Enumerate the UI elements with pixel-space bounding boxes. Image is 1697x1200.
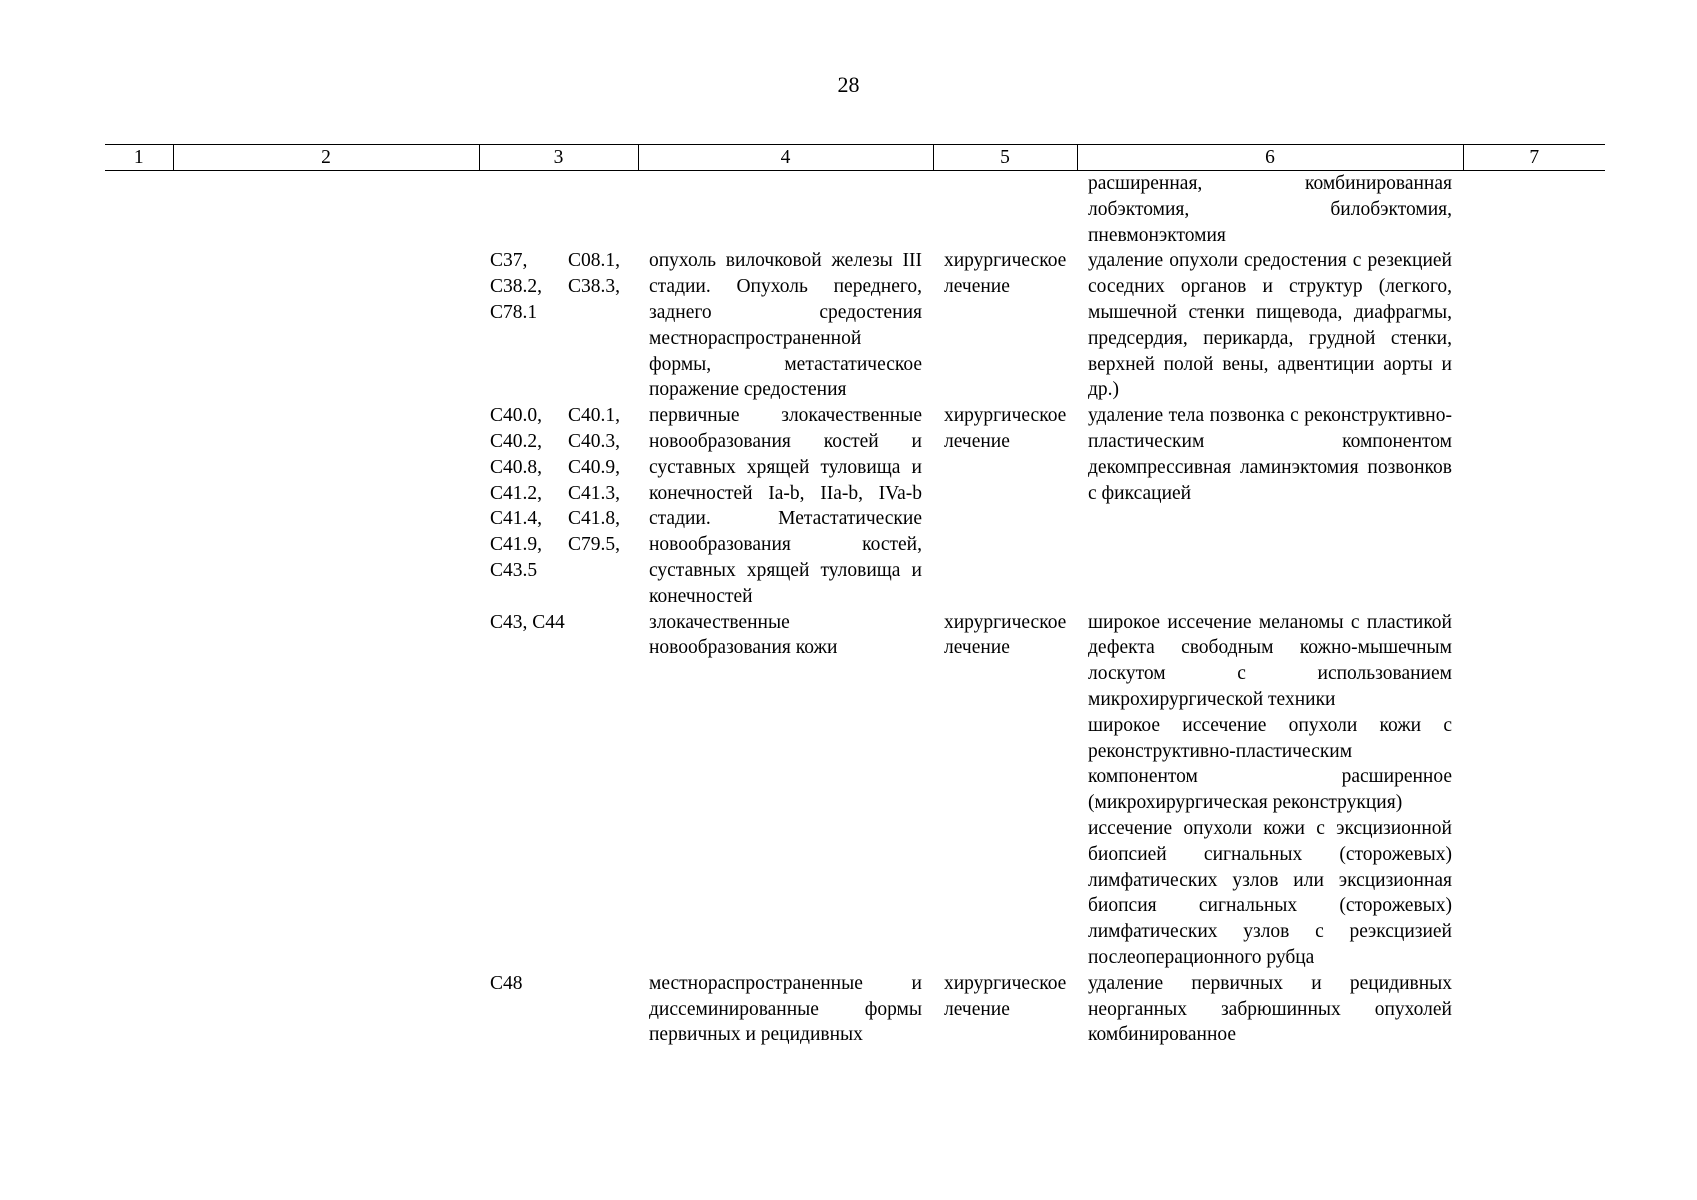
diagnosis-code: C41.9, [490,534,543,556]
column-header-5: 5 [933,145,1077,171]
page-number: 28 [837,72,860,97]
column-header-2: 2 [173,145,479,171]
diagnosis-code: C38.3, [568,276,621,298]
codes-cell [479,171,638,249]
diagnosis-code: C79.5, [568,534,621,556]
table-body [105,171,1605,1049]
procedures-table [105,144,1605,1048]
diagnosis-cell: первичные злокачественные новообразования костей и суставных хрящей туловища и конечностей Ia-b, IIa-b, IVa-b стадии. Метастатические новообразования костей, суставных хрящей туловища и конечностей [649,405,922,607]
table-row [105,971,1605,1048]
diagnosis-code: C41.8, [568,508,621,530]
column-header-7: 7 [1463,145,1605,171]
column-header-6: 6 [1077,145,1463,171]
diagnosis-code: C08.1, [568,250,621,272]
diagnosis-code: C41.4, [490,508,543,530]
diagnosis-code: C43.5 [490,559,538,581]
method-cell: удаление тела позвонка с реконструктивно-пластическим компонентом декомпрессивная ламинэктомия позвонков с фиксацией [1088,405,1452,504]
diagnosis-code: C40.0, [490,405,543,427]
table-row [105,403,1605,609]
column-header-1: 1 [105,145,173,171]
treatment-cell: хирургическое лечение [944,611,1067,659]
method-cell: расширенная, комбинированная лобэктомия, билобэктомия, пневмонэктомия [1088,173,1452,246]
header-row [105,145,1605,171]
method-cell: удаление первичных и рецидивных неорганных забрюшинных опухолей комбинированное [1088,972,1452,1046]
treatment-cell [933,171,1077,249]
method-cell: удаление опухоли средостения с резекцией соседних органов и структур (легкого, мышечной стенки пищевода, диафрагмы, предсердия, перикарда, грудной стенки, верхней полой вены, адвентиции аорты и др.) [1088,250,1452,401]
table-row [105,171,1605,249]
codes-cell [479,248,638,403]
codes-cell: C48 [490,972,523,994]
codes-cell [479,403,638,609]
column-header-4: 4 [638,145,933,171]
diagnosis-code: C41.2, [490,482,543,504]
diagnosis-code: C78.1 [490,301,538,323]
column-header-3: 3 [479,145,638,171]
method-entry: широкое иссечение опухоли кожи с реконструктивно-пластическим компонентом расширенное (микрохирургическая реконструкция) [1088,714,1452,814]
diagnosis-code: C40.8, [490,456,543,478]
table-row [105,610,1605,971]
diagnosis-code [568,558,628,584]
diagnosis-cell [638,171,933,249]
diagnosis-cell: злокачественные новообразования кожи [649,611,838,659]
table-header [105,145,1605,171]
table-row [105,248,1605,403]
treatment-cell: хирургическое лечение [944,972,1067,1020]
diagnosis-code: C40.3, [568,430,621,452]
diagnosis-code: C40.2, [490,430,543,452]
treatment-cell: хирургическое лечение [944,405,1067,452]
diagnosis-code [568,300,628,326]
diagnosis-code: C41.3, [568,482,621,504]
diagnosis-cell: опухоль вилочковой железы III стадии. Опухоль переднего, заднего средостения местнораспространенной формы, метастатическое поражение средостения [649,250,922,401]
diagnosis-code: C40.1, [568,405,621,427]
diagnosis-code: C38.2, [490,276,543,298]
method-entry: иссечение опухоли кожи с эксцизионной биопсией сигнальных (сторожевых) лимфатических узлов или эксцизионная биопсия сигнальных (сторожевых) лимфатических узлов с реэксцизией послеоперационного рубца [1088,817,1452,968]
diagnosis-cell: местнораспространенные и диссеминированные формы первичных и рецидивных [649,972,922,1046]
diagnosis-code: C37, [490,250,528,272]
treatment-cell: хирургическое лечение [944,250,1067,298]
diagnosis-code: C40.9, [568,456,621,478]
method-cell [1077,610,1463,971]
codes-cell: C43, C44 [490,611,565,633]
method-entry: широкое иссечение меланомы с пластикой дефекта свободным кожно-мышечным лоскутом с использованием микрохирургической техники [1088,611,1452,710]
